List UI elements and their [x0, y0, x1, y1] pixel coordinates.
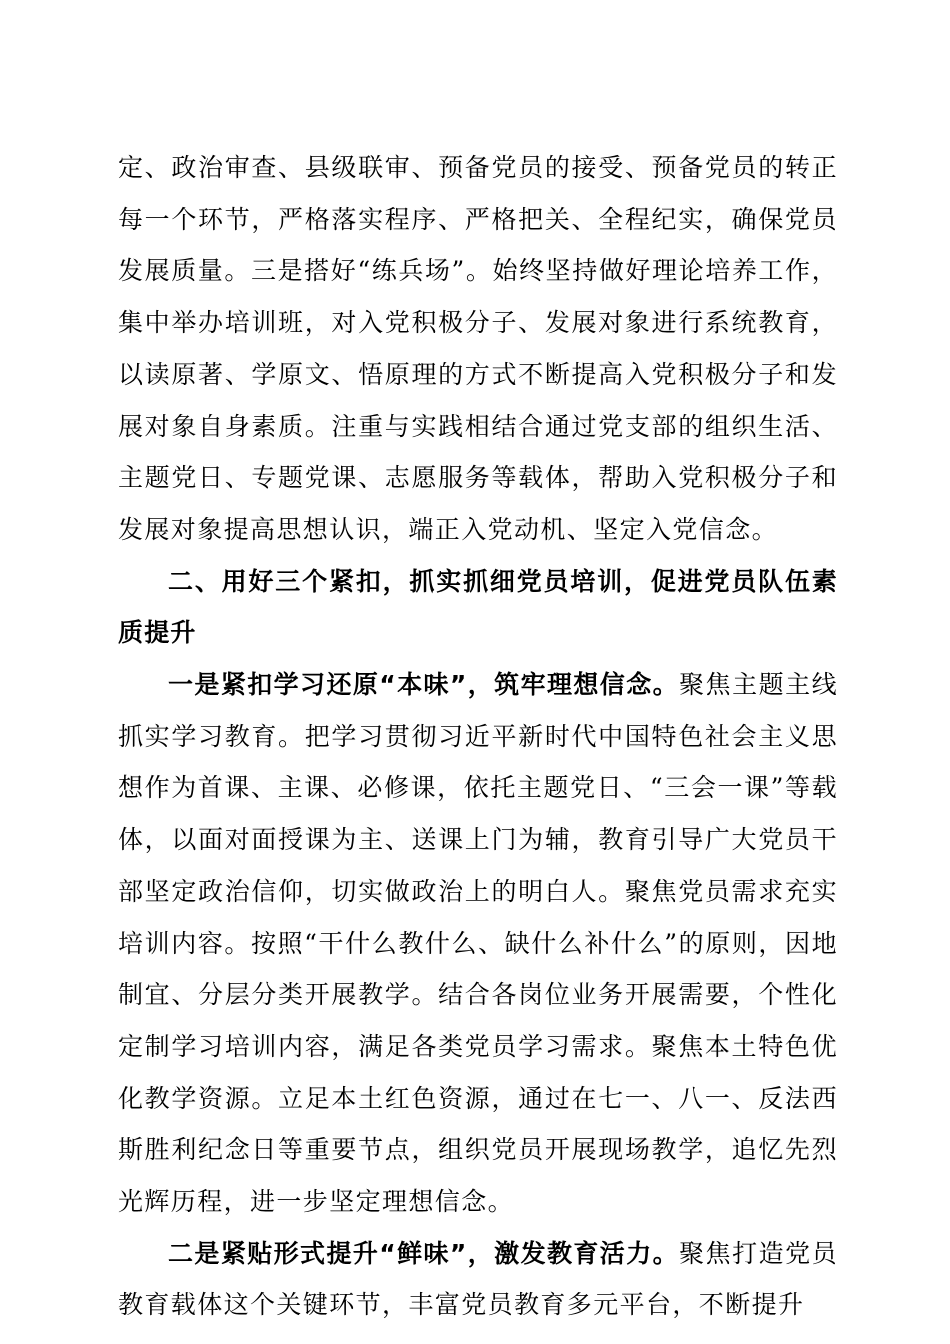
- section-heading: 二、用好三个紧扣，抓实抓细党员培训，促进党员队伍素质提升: [118, 566, 838, 648]
- paragraph-point-one: [118, 659, 838, 1228]
- paragraph-body-text: 聚焦主题主线抓实学习教育。把学习贯彻习近平新时代中国特色社会主义思想作为首课、主课、必修课，依托主题党日、“三会一课”等载体，以面对面授课为主、送课上门为辅，教育引导广大党员干部坚定政治信仰，切实做政治上的明白人。聚焦党员需求充实培训内容。按照“干什么教什么、缺什么补什么”的原则，因地制宜、分层分类开展教学。结合各岗位业务开展需要，个性化定制学习培训内容，满足各类党员学习需求。聚焦本土特色优化教学资源。立足本土红色资源，通过在七一、八一、反法西斯胜利纪念日等重要节点，组织党员开展现场教学，追忆先烈光辉历程，进一步坚定理想信念。: [118, 670, 838, 1217]
- paragraph-lead-text: 一是紧扣学习还原“本味”，筑牢理想信念。: [168, 670, 680, 700]
- paragraph-point-two: [118, 1228, 838, 1331]
- document-body: [118, 142, 838, 1331]
- paragraph-body-text: 聚焦打造党员教育载体这个关键环节，丰富党员教育多元平台，不断提升: [118, 1238, 838, 1320]
- paragraph-lead-text: 二是紧贴形式提升“鲜味”，激发教育活力。: [168, 1238, 680, 1268]
- paragraph-continued: 定、政治审查、县级联审、预备党员的接受、预备党员的转正每一个环节，严格落实程序、严格把关、全程纪实，确保党员发展质量。三是搭好“练兵场”。始终坚持做好理论培养工作，集中举办培训班，对入党积极分子、发展对象进行系统教育，以读原著、学原文、悟原理的方式不断提高入党积极分子和发展对象自身素质。注重与实践相结合通过党支部的组织生活、主题党日、专题党课、志愿服务等载体，帮助入党积极分子和发展对象提高思想认识，端正入党动机、坚定入党信念。: [118, 153, 838, 544]
